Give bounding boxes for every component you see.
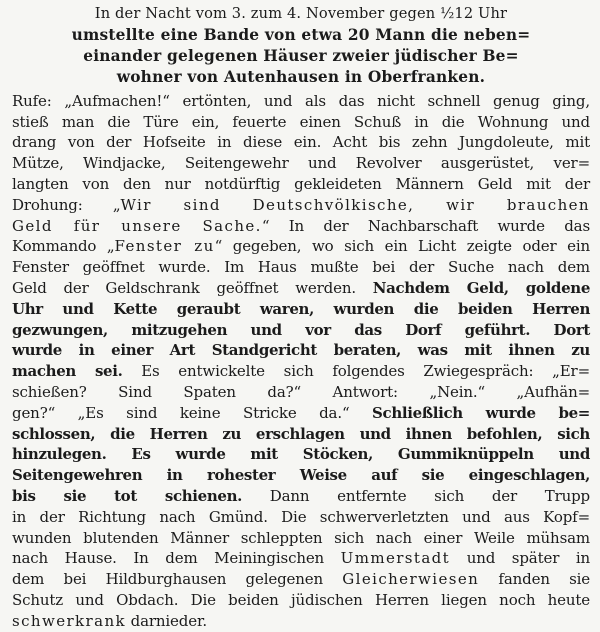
article-line: [12, 320, 590, 341]
article-line: [12, 112, 590, 133]
text-run: Dann entfernte sich der Trupp: [242, 486, 590, 505]
text-run: Schutz und Obdach. Die beiden jüdischen Herren liegen noch heute: [12, 590, 590, 609]
article-line: [12, 465, 590, 486]
article-line: [12, 195, 590, 216]
bold-text: Schließlich wurde be=: [372, 403, 590, 422]
text-run: Kommando „: [12, 237, 115, 256]
article-line: [12, 444, 590, 465]
article-line: [12, 132, 590, 153]
article-line: [12, 299, 590, 320]
article-line: [12, 236, 590, 257]
text-run: wunden blutenden Männer schleppten sich nach einer Weile mühsam: [12, 528, 590, 547]
text-run: Rufe: „Aufmachen!“ ertönten, und als das nicht schnell genug ging,: [12, 91, 590, 110]
article-line: [12, 216, 590, 237]
article-line: [12, 382, 590, 403]
text-run: Mütze, Windjacke, Seitengewehr und Revolver ausgerüstet, ver=: [12, 154, 590, 173]
text-run: Fenster geöffnet wurde. Im Haus mußte bei der Suche nach dem: [12, 258, 590, 277]
text-run: nach Hause. In dem Meiningischen: [12, 549, 341, 568]
text-run: in der Richtung nach Gmünd. Die schwerverletzten und aus Kopf=: [12, 507, 590, 526]
text-run: fanden sie: [479, 570, 590, 589]
article-line: [12, 507, 590, 528]
bold-text: schlossen, die Herren zu erschlagen und ihnen befohlen, sich: [12, 424, 590, 443]
article-line: [12, 569, 590, 590]
text-run: schießen? Sind Spaten da?“ Antwort: „Nein.“ „Aufhän=: [12, 382, 590, 401]
text-run: langten von den nur notdürftig gekleideten Männern Geld mit der: [12, 175, 590, 193]
bold-text: gezwungen, mitzugehen und vor das Dorf geführt. Dort: [12, 320, 590, 339]
article-line: [12, 361, 590, 382]
spaced-text: Ummerstadt: [340, 549, 451, 568]
article-line: [12, 91, 590, 112]
intro-line: In der Nacht vom 3. zum 4. November gegen ½12 Uhr: [94, 5, 508, 22]
article-line: [12, 257, 590, 278]
heading-line: einander gelegenen Häuser zweier jüdischer Be=: [83, 47, 519, 65]
article-line: [12, 548, 590, 569]
article-line: [12, 528, 590, 549]
text-run: drang von der Hofseite in diese ein. Acht bis zehn Jungdoleute, mit: [12, 133, 590, 152]
text-run: gen?“ „Es sind keine Stricke da.“: [12, 403, 373, 422]
heading-line: umstellte eine Bande von etwa 20 Mann die neben=: [71, 25, 531, 44]
bold-heading: [12, 25, 590, 89]
article-line: [12, 174, 590, 195]
article-body: [12, 91, 590, 632]
bold-text: Seitengewehren in rohester Weise auf sie eingeschlagen,: [12, 466, 590, 485]
article-line: [12, 486, 590, 507]
text-run: darnieder.: [126, 611, 207, 630]
article-line: [12, 278, 590, 299]
text-run: “ gegeben, wo sich ein Licht zeigte oder ein: [214, 237, 590, 256]
text-run: dem bei Hildburghausen gelegenen: [12, 570, 343, 589]
text-run: und später in: [450, 549, 590, 568]
bold-text: machen sei.: [12, 362, 123, 381]
spaced-text: Geld für unsere Sache.: [12, 216, 262, 235]
bold-text: hinzulegen. Es wurde mit Stöcken, Gummiknüppeln und: [12, 445, 590, 464]
bold-text: wurde in einer Art Standgericht beraten, was mit ihnen zu: [12, 341, 590, 360]
text-run: Es entwickelte sich folgendes Zwiegespräch: „Er=: [122, 362, 590, 381]
spaced-text: Wir sind Deutschvölkische, wir brauchen: [120, 195, 590, 214]
spaced-text: Fenster zu: [114, 237, 215, 256]
article-line: [12, 611, 590, 632]
article-line: [12, 403, 590, 424]
text-run: Drohung: „: [12, 195, 121, 214]
spaced-text: schwerkrank: [12, 611, 126, 630]
text-run: “ In der Nachbarschaft wurde das: [261, 216, 590, 235]
article-line: [12, 340, 590, 361]
text-run: Geld der Geldschrank geöffnet werden.: [12, 278, 373, 297]
article-line: [12, 590, 590, 611]
spaced-text: Gleicherwiesen: [342, 570, 480, 589]
bold-text: Nachdem Geld, goldene: [372, 278, 591, 297]
article-line: [12, 153, 590, 174]
bold-text: bis sie tot schienen.: [12, 486, 243, 505]
heading-line: wohner von Autenhausen in Oberfranken.: [116, 68, 486, 87]
article-line: [12, 424, 590, 445]
bold-text: Uhr und Kette geraubt waren, wurden die beiden Herren: [12, 299, 590, 318]
text-run: stieß man die Türe ein, feuerte einen Schuß in die Wohnung und: [12, 112, 590, 131]
